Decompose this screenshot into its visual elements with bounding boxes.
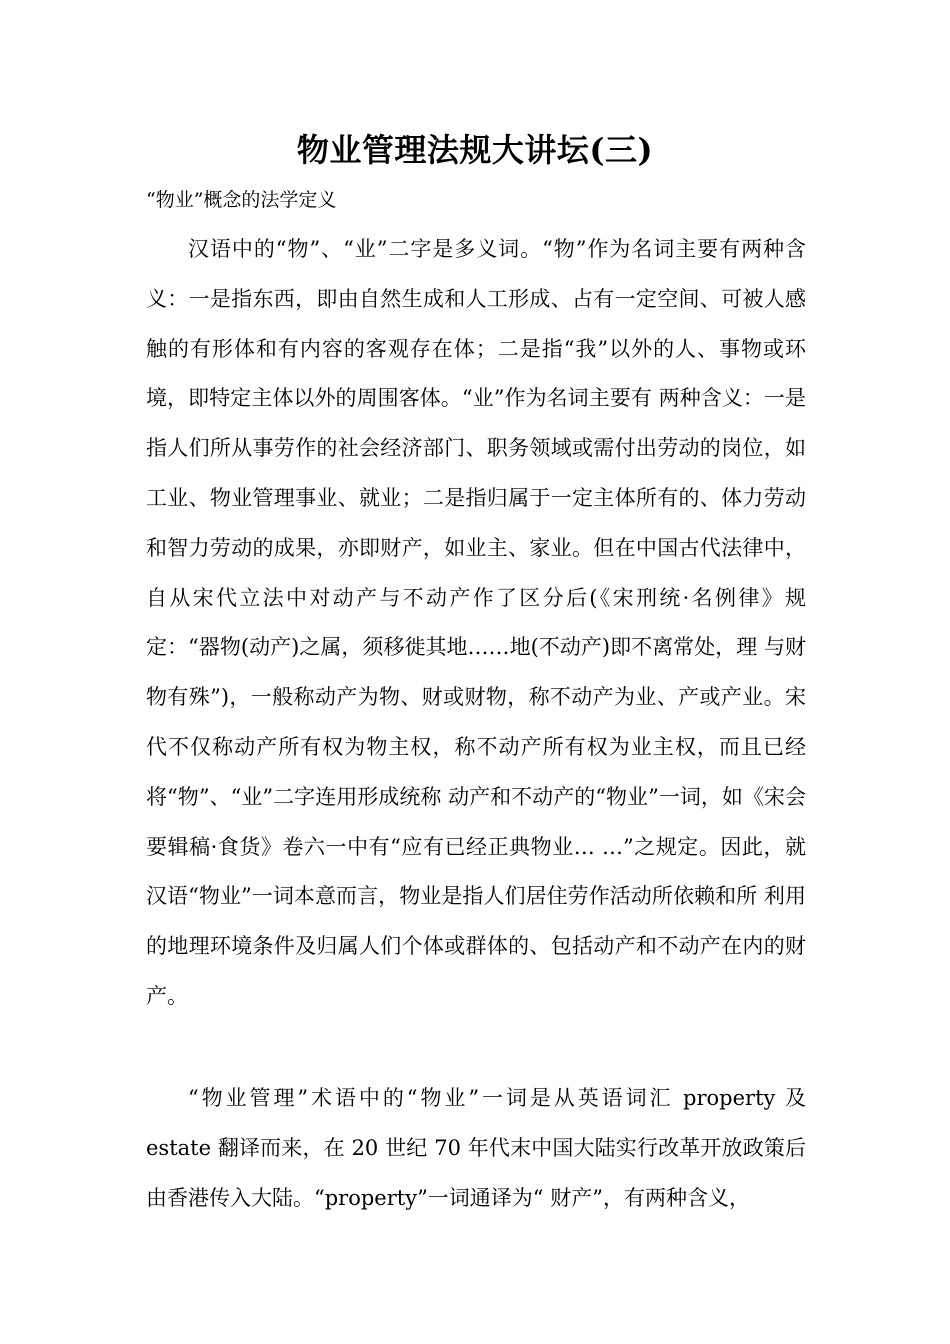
section-heading: “物业”概念的法学定义	[146, 189, 337, 211]
paragraph-1: 汉语中的“物”、“业”二字是多义词。“物”作为名词主要有两种含义：一是指东西，即由自然生成和人工形成、占有一定空间、可被人感触的有形体和有内容的客观存在体；二是指“我”以外的人、事物或环境，即特定主体以外的周围客体。“业”作为名词主要有 两种含义：一是指人们所从事劳作的社会经济部门、职务领域或需付出劳动的岗位，如工业、物业管理事业、就业；二是指归属于一定主体所有的、体力劳动和智力劳动的成果，亦即财产，如业主、家业。但在中国古代法律中，自从宋代立法中对动产与不动产作了区分后(《宋刑统·名例律》规定：“器物(动产)之属，须移徙其地……地(不动产)即不离常处，理 与财物有殊”)，一般称动产为物、财或财物，称不动产为业、产或产业。宋代不仅称动产所有权为物主权，称不动产所有权为业主权，而且已经将“物”、“业”二字连用形成统称 动产和不动产的“物业”一词，如《宋会要辑稿·食货》卷六一中有“应有已经正典物业… …”之规定。因此，就汉语“物业”一词本意而言，物业是指人们居住劳作活动所依赖和所 利用的地理环境条件及归属人们个体或群体的、包括动产和不动产在内的财产。	[146, 237, 806, 1008]
document-title: 物业管理法规大讲坛(三)	[296, 131, 654, 169]
paragraph-2: “物业管理”术语中的“物业”一词是从英语词汇 property 及 estate 翻译而来，在 20 世纪 70 年代末中国大陆实行改革开放政策后由香港传入大陆。“property”一词通译为“ 财产”，有两种含义，	[146, 1086, 806, 1210]
